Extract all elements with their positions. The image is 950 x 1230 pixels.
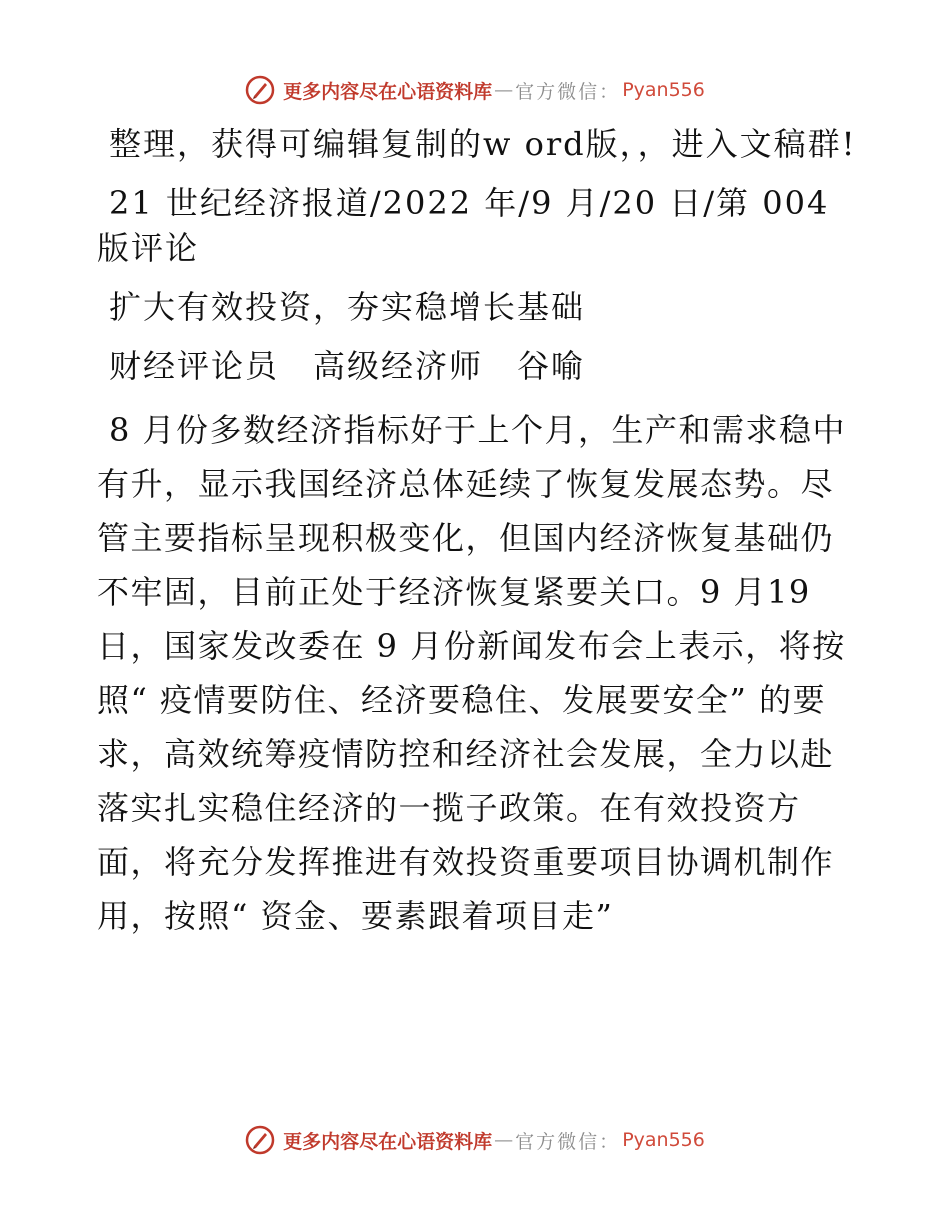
article-title: 扩大有效投资，夯实稳增长基础	[109, 288, 586, 326]
body-paragraph: 8 月份多数经济指标好于上个月，生产和需求稳中有升，显示我国经济总体延续了恢复发展态势。尽管主要指标呈现积极变化，但国内经济恢复基础仍不牢固，目前正处于经济恢复紧要关口。9 月19 日，国家发改委在 9 月份新闻发布会上表示，将按照“ 疫情要防住、经济要稳住、发展要安全” 的要求，高效统筹疫情防控和经济社会发展，全力以赴落实扎实稳住经济的一揽子政策。在有效投资方面，将充分发挥推进有效投资重要项目协调机制作用，按照“ 资金、要素跟着项目走”	[97, 411, 847, 935]
quill-pen-icon	[245, 75, 275, 105]
watermark-separator: —	[494, 1129, 514, 1151]
watermark-wechat-id: Pyan556	[622, 1129, 705, 1151]
watermark-official-label: 官方微信：	[515, 1130, 621, 1153]
footer-watermark	[0, 1120, 950, 1160]
watermark-text: 更多内容尽在心语资料库	[283, 80, 493, 103]
watermark-separator: —	[494, 79, 514, 101]
intro-note: 整理，获得可编辑复制的w ord版，，进入文稿群!	[109, 125, 857, 163]
watermark-official-label: 官方微信：	[515, 80, 621, 103]
watermark-wechat-id: Pyan556	[622, 79, 705, 101]
quill-pen-icon	[245, 1125, 275, 1155]
watermark-text: 更多内容尽在心语资料库	[283, 1130, 493, 1153]
source-line: 21 世纪经济报道/2022 年/9 月/20 日/第 004版评论	[97, 184, 830, 267]
header-watermark	[0, 70, 950, 110]
author-line: 财经评论员 高级经济师 谷喻	[109, 347, 586, 385]
document-body	[97, 122, 857, 957]
